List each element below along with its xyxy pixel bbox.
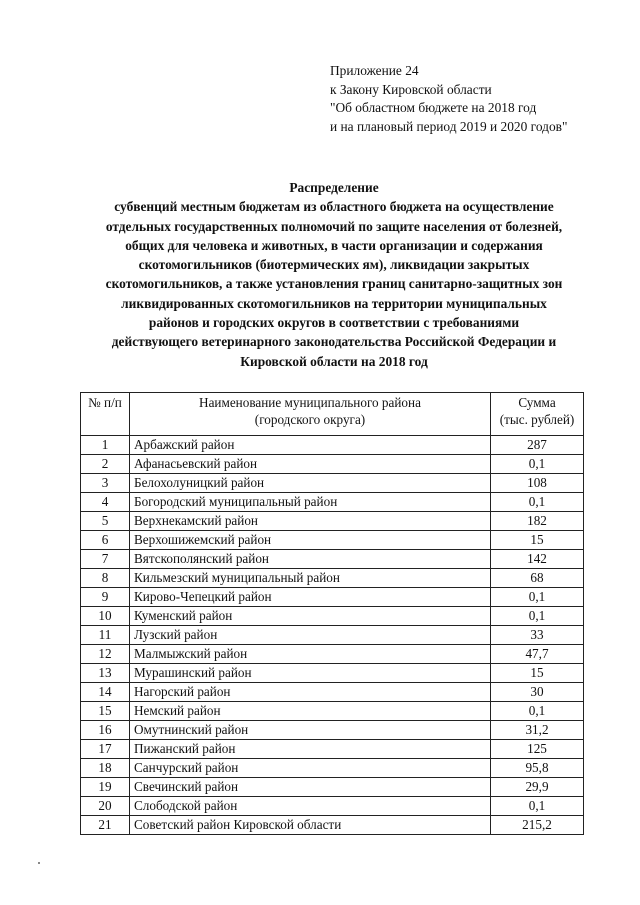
appendix-law-ref: к Закону Кировской области [330,81,492,97]
appendix-number: Приложение 24 [330,63,419,78]
row-district-name: Мурашинский район [130,664,491,683]
row-sum: 182 [491,512,584,531]
table-row [81,607,584,626]
row-number: 6 [81,531,130,550]
row-sum: 0,1 [491,607,584,626]
row-district-name: Малмыжский район [130,645,491,664]
row-number: 19 [81,778,130,797]
row-district-name: Кильмезский муниципальный район [130,569,491,588]
row-district-name: Вятскополянский район [130,550,491,569]
heading-line: общих для человека и животных, в части организации и содержания [125,237,543,253]
column-header-sum-line1: Сумма [518,395,556,410]
row-number: 21 [81,816,130,835]
row-number: 1 [81,436,130,455]
row-number: 20 [81,797,130,816]
table-header-row [81,393,584,436]
row-number: 18 [81,759,130,778]
row-district-name: Куменский район [130,607,491,626]
row-district-name: Арбажский район [130,436,491,455]
table-row [81,759,584,778]
row-district-name: Пижанский район [130,740,491,759]
heading-line: Кировской области на 2018 год [240,353,428,369]
document-title: Распределение [289,180,379,195]
row-sum: 108 [491,474,584,493]
row-number: 15 [81,702,130,721]
heading-line: субвенций местным бюджетам из областного бюджета на осуществление [114,199,554,215]
table-row [81,474,584,493]
row-sum: 47,7 [491,645,584,664]
column-header-name [130,393,491,436]
row-district-name: Советский район Кировской области [130,816,491,835]
row-sum: 30 [491,683,584,702]
row-number: 12 [81,645,130,664]
row-sum: 0,1 [491,588,584,607]
table-row [81,436,584,455]
table-row [81,588,584,607]
row-sum: 215,2 [491,816,584,835]
row-number: 5 [81,512,130,531]
table-row [81,740,584,759]
row-number: 17 [81,740,130,759]
row-district-name: Лузский район [130,626,491,645]
row-district-name: Слободской район [130,797,491,816]
table-row [81,683,584,702]
heading-line: ликвидированных скотомогильников на территории муниципальных [121,295,547,311]
row-number: 9 [81,588,130,607]
row-district-name: Верхошижемский район [130,531,491,550]
heading-line: скотомогильников (биотермических ям), ликвидации закрытых [138,257,530,273]
row-district-name: Нагорский район [130,683,491,702]
scan-mark [38,862,40,864]
table-row [81,721,584,740]
row-district-name: Верхнекамский район [130,512,491,531]
row-sum: 0,1 [491,455,584,474]
row-number: 13 [81,664,130,683]
table-row [81,512,584,531]
row-sum: 0,1 [491,797,584,816]
table-row [81,645,584,664]
heading-line: отдельных государственных полномочий по защите населения от болезней, [105,218,563,234]
appendix-header [330,62,567,136]
table-row [81,778,584,797]
row-number: 2 [81,455,130,474]
row-district-name: Белохолуницкий район [130,474,491,493]
row-number: 14 [81,683,130,702]
table-row [81,797,584,816]
row-number: 11 [81,626,130,645]
document-heading [64,178,604,371]
table-body [81,436,584,835]
heading-line: районов и городских округов в соответствии с требованиями [148,315,520,331]
row-district-name: Немский район [130,702,491,721]
row-number: 16 [81,721,130,740]
row-district-name: Свечинский район [130,778,491,797]
row-district-name: Афанасьевский район [130,455,491,474]
row-number: 4 [81,493,130,512]
row-sum: 0,1 [491,702,584,721]
row-number: 8 [81,569,130,588]
table-row [81,531,584,550]
row-number: 7 [81,550,130,569]
row-sum: 68 [491,569,584,588]
row-sum: 287 [491,436,584,455]
row-sum: 33 [491,626,584,645]
table-row [81,626,584,645]
column-header-name-line1: Наименование муниципального района [199,395,421,410]
row-district-name: Санчурский район [130,759,491,778]
distribution-table [80,392,584,835]
table-row [81,550,584,569]
row-sum: 15 [491,664,584,683]
table-row [81,455,584,474]
row-number: 10 [81,607,130,626]
column-header-sum [491,393,584,436]
row-number: 3 [81,474,130,493]
row-district-name: Кирово-Чепецкий район [130,588,491,607]
row-sum: 31,2 [491,721,584,740]
row-sum: 29,9 [491,778,584,797]
table-row [81,702,584,721]
row-district-name: Богородский муниципальный район [130,493,491,512]
column-header-sum-line2: (тыс. рублей) [499,411,575,427]
heading-line: скотомогильников, а также установления границ санитарно-защитных зон [105,276,563,292]
table-row [81,664,584,683]
table-row [81,569,584,588]
table-row [81,816,584,835]
appendix-law-title: "Об областном бюджете на 2018 год [330,100,537,116]
column-header-name-line2: (городского округа) [254,411,366,427]
column-header-number: № п/п [81,393,130,436]
table-row [81,493,584,512]
row-district-name: Омутнинский район [130,721,491,740]
row-sum: 125 [491,740,584,759]
appendix-law-period: и на плановый период 2019 и 2020 годов" [330,118,568,134]
row-sum: 142 [491,550,584,569]
row-sum: 95,8 [491,759,584,778]
row-sum: 15 [491,531,584,550]
heading-line: действующего ветеринарного законодательства Российской Федерации и [111,334,557,350]
row-sum: 0,1 [491,493,584,512]
